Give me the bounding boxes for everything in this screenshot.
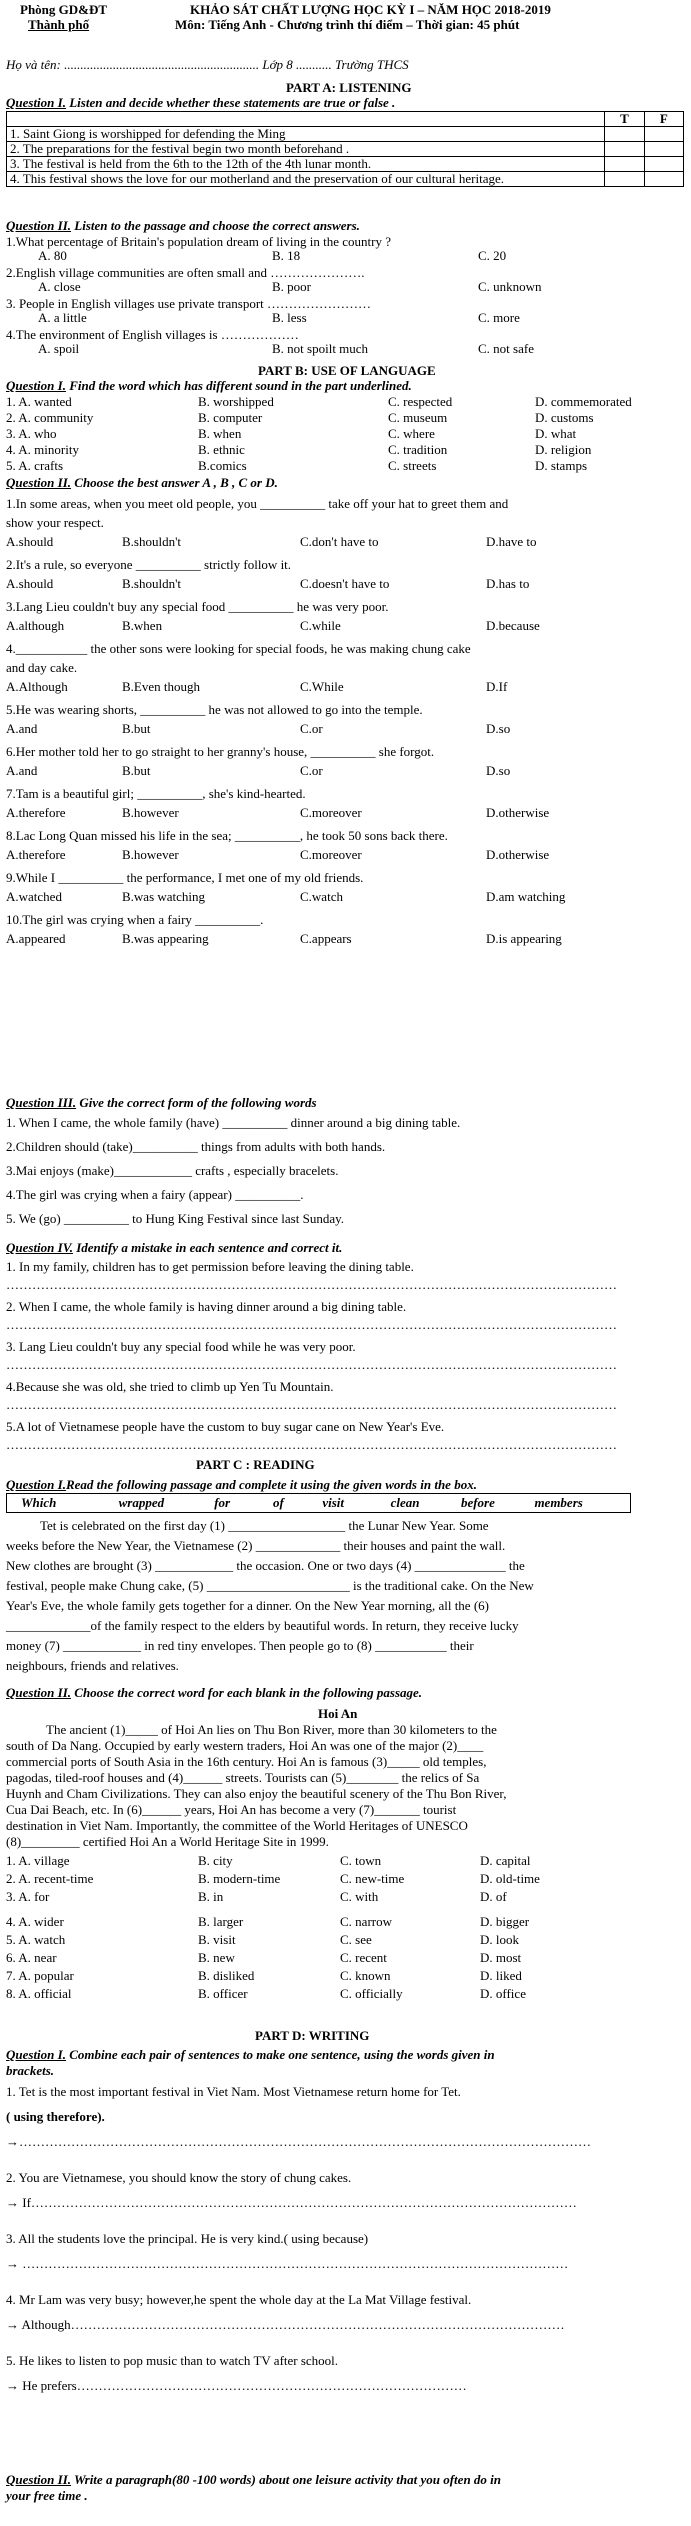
answer-dotted-line: …………………………………………………………………………………………………………………………… xyxy=(6,1357,617,1372)
option-c: C.watch xyxy=(300,889,343,904)
option-c: C.doesn't have to xyxy=(300,576,390,591)
part-c-title: PART C : READING xyxy=(196,1457,315,1472)
option-d: D.am watching xyxy=(486,889,566,904)
exam-subtitle: Môn: Tiếng Anh - Chương trình thí điểm – Thời gian: 45 phút xyxy=(175,17,520,32)
word-option: C. museum xyxy=(388,410,448,425)
option-b: B.when xyxy=(122,618,163,633)
option-d: D.because xyxy=(486,618,540,633)
reading-option: C. known xyxy=(340,1968,391,1983)
reading-option: B. city xyxy=(198,1853,233,1868)
box-word: members xyxy=(534,1495,583,1510)
word-box xyxy=(6,1493,631,1513)
word-form-item: 3.Mai enjoys (make)____________ crafts , especially bracelets. xyxy=(6,1163,339,1178)
option-b: B.shouldn't xyxy=(122,576,182,591)
passage-line: south of Da Nang. Occupied by early western traders, Hoi An was one of the major (2)____ xyxy=(6,1738,484,1753)
answer-cell[interactable] xyxy=(605,172,644,187)
option-b: B.was watching xyxy=(122,889,206,904)
error-item: 2. When I came, the whole family is having dinner around a big dining table. xyxy=(6,1299,407,1314)
passage-line: pagodas, tiled-roof houses and (4)______ streets. Tourists can (5)________ the relics of Sa xyxy=(6,1770,480,1785)
question-text: 9.While I __________ the performance, I met one of my old friends. xyxy=(6,870,364,885)
word-option: D. customs xyxy=(535,410,594,425)
reading-option: D. of xyxy=(480,1889,507,1904)
option-d: D.otherwise xyxy=(486,805,550,820)
col-t-header: T xyxy=(605,112,644,127)
word-form-item: 2.Children should (take)__________ things from adults with both hands. xyxy=(6,1139,386,1154)
part-b-q2-heading: Question II. Choose the best answer A , B , C or D. xyxy=(6,475,278,490)
box-word: for xyxy=(214,1495,231,1510)
part-d-q2-heading-cont: your free time . xyxy=(6,2488,88,2503)
part-a-q1-heading: Question I. Listen and decide whether these statements are true or false . xyxy=(6,95,396,110)
reading-option: C. new-time xyxy=(340,1871,405,1886)
question-text: 3. People in English villages use private transport …………………… xyxy=(6,296,372,311)
option-c: C. 20 xyxy=(478,248,507,263)
reading-option: C. with xyxy=(340,1889,379,1904)
part-d-q1-heading: Question I. Combine each pair of sentences to make one sentence, using the words given in xyxy=(6,2047,495,2062)
box-word: visit xyxy=(322,1495,345,1510)
table-row: 3. The festival is held from the 6th to the 12th of the 4th lunar month. xyxy=(7,157,684,172)
option-d: D.If xyxy=(486,679,508,694)
word-option: 4. A. minority xyxy=(6,442,79,457)
answer-cell[interactable] xyxy=(644,172,683,187)
word-option: C. where xyxy=(388,426,435,441)
exam-title: KHẢO SÁT CHẤT LƯỢNG HỌC KỲ I – NĂM HỌC 2018-2019 xyxy=(190,2,551,17)
word-option: B.comics xyxy=(198,458,247,473)
reading-option: 8. A. official xyxy=(6,1986,72,2001)
reading-option: B. larger xyxy=(198,1914,244,1929)
option-d: D.have to xyxy=(486,534,537,549)
answer-arrow-line: → He prefers……………………………………………………………………………… xyxy=(6,2378,467,2393)
option-a: A.therefore xyxy=(6,847,66,862)
question-text: 8.Lac Long Quan missed his life in the sea; __________, he took 50 sons back there. xyxy=(6,828,448,843)
option-d: D.is appearing xyxy=(486,931,562,946)
box-word: before xyxy=(460,1495,495,1510)
question-text: 7.Tam is a beautiful girl; __________, she's kind-hearted. xyxy=(6,786,306,801)
reading-option: D. office xyxy=(480,1986,526,2001)
combine-sentence: 4. Mr Lam was very busy; however,he spent the whole day at the La Mat Village festival. xyxy=(6,2292,472,2307)
passage-line: Cua Dai Beach, etc. In (6)______ years, Hoi An has become a very (7)_______ tourist xyxy=(6,1802,457,1817)
word-option: C. streets xyxy=(388,458,437,473)
reading-option: D. bigger xyxy=(480,1914,530,1929)
answer-cell[interactable] xyxy=(605,142,644,157)
word-form-item: 4.The girl was crying when a fairy (appear) __________. xyxy=(6,1187,304,1202)
passage-line: Tet is celebrated on the first day (1) __________________ the Lunar New Year. Some xyxy=(40,1518,489,1533)
answer-cell[interactable] xyxy=(644,142,683,157)
city-name: Thành phố xyxy=(28,17,90,32)
passage-line: festival, people make Chung cake, (5) ______________________ is the traditional cake. On the New xyxy=(6,1578,534,1593)
option-b: B.shouldn't xyxy=(122,534,182,549)
box-word: Which xyxy=(21,1495,57,1510)
word-option: D. what xyxy=(535,426,577,441)
option-a: A.appeared xyxy=(6,931,66,946)
passage-line: weeks before the New Year, the Vietnamese (2) _____________ their houses and paint the wall. xyxy=(6,1538,506,1553)
option-b: B.however xyxy=(122,805,179,820)
part-c-q2-heading: Question II. Choose the correct word for each blank in the following passage. xyxy=(6,1685,423,1700)
option-a: A.although xyxy=(6,618,65,633)
part-d-q2-heading: Question II. Write a paragraph(80 -100 words) about one leisure activity that you often do in xyxy=(6,2472,502,2487)
part-a-title: PART A: LISTENING xyxy=(286,80,412,95)
part-d-title: PART D: WRITING xyxy=(255,2028,370,2043)
error-item: 3. Lang Lieu couldn't buy any special food while he was very poor. xyxy=(6,1339,356,1354)
passage-line: _____________of the family respect to the elders by beautiful words. In return, they receive lucky xyxy=(6,1618,519,1633)
word-option: D. religion xyxy=(535,442,592,457)
reading-option: 1. A. village xyxy=(6,1853,70,1868)
word-option: 1. A. wanted xyxy=(6,394,72,409)
answer-arrow-line: → Although…………………………………………………………………………………………………… xyxy=(6,2317,565,2332)
option-c: C. unknown xyxy=(478,279,542,294)
passage-line: (8)_________ certified Hoi An a World Heritage Site in 1999. xyxy=(6,1834,329,1849)
reading-option: D. liked xyxy=(480,1968,522,1983)
option-a: A.and xyxy=(6,721,38,736)
error-item: 1. In my family, children has to get permission before leaving the dining table. xyxy=(6,1259,414,1274)
reading-option: B. disliked xyxy=(198,1968,255,1983)
option-b: B.however xyxy=(122,847,179,862)
answer-arrow-line: → ……………………………………………………………………………………………………………… xyxy=(6,2256,569,2271)
answer-dotted-line: …………………………………………………………………………………………………………………………… xyxy=(6,1277,617,1292)
option-d: D.so xyxy=(486,763,511,778)
word-option: C. respected xyxy=(388,394,453,409)
combine-sentence: 1. Tet is the most important festival in Viet Nam. Most Vietnamese return home for Tet. xyxy=(6,2084,461,2099)
option-a: A. a little xyxy=(38,310,87,325)
option-c: C.moreover xyxy=(300,847,362,862)
reading-option: 3. A. for xyxy=(6,1889,50,1904)
word-option: B. worshipped xyxy=(198,394,274,409)
table-row: 1. Saint Giong is worshipped for defending the Ming xyxy=(7,127,684,142)
reading-option: C. town xyxy=(340,1853,382,1868)
answer-arrow-line: →…………………………………………………………………………………………………………………… xyxy=(6,2134,591,2149)
passage-line: money (7) ____________ in red tiny envelopes. Then people go to (8) ___________ their xyxy=(6,1638,474,1653)
option-b: B.Even though xyxy=(122,679,200,694)
question-text: 3.Lang Lieu couldn't buy any special food __________ he was very poor. xyxy=(6,599,389,614)
option-c: C.while xyxy=(300,618,341,633)
combine-sentence: 3. All the students love the principal. He is very kind.( using because) xyxy=(6,2231,369,2246)
question-text: 4.___________ the other sons were looking for special foods, he was making chung cake xyxy=(6,641,471,656)
dept-name: Phòng GD&ĐT xyxy=(20,2,108,17)
reading-option: 2. A. recent-time xyxy=(6,1871,94,1886)
option-b: B. not spoilt much xyxy=(272,341,369,356)
word-option: 2. A. community xyxy=(6,410,94,425)
option-c: C. not safe xyxy=(478,341,534,356)
option-a: A.Although xyxy=(6,679,68,694)
reading-option: 5. A. watch xyxy=(6,1932,66,1947)
option-b: B.was appearing xyxy=(122,931,209,946)
option-a: A. close xyxy=(38,279,81,294)
box-word: clean xyxy=(390,1495,420,1510)
reading-option: B. new xyxy=(198,1950,235,1965)
answer-cell[interactable] xyxy=(644,127,683,142)
answer-cell[interactable] xyxy=(644,157,683,172)
passage-line: Year's Eve, the whole family gets together for a dinner. On the New Year morning, all the (6) xyxy=(6,1598,489,1613)
reading-option: 7. A. popular xyxy=(6,1968,74,1983)
question-text: 2.English village communities are often small and …………………. xyxy=(6,265,365,280)
option-c: C.or xyxy=(300,763,323,778)
option-c: C.While xyxy=(300,679,344,694)
error-item: 4.Because she was old, she tried to climb up Yen Tu Mountain. xyxy=(6,1379,334,1394)
option-a: A. spoil xyxy=(38,341,80,356)
option-c: C.moreover xyxy=(300,805,362,820)
question-text: 1.In some areas, when you meet old people, you __________ take off your hat to greet them and xyxy=(6,496,509,511)
option-a: A.watched xyxy=(6,889,62,904)
question-text: 4.The environment of English villages is ……………… xyxy=(6,327,299,342)
reading-option: C. see xyxy=(340,1932,372,1947)
option-b: B. poor xyxy=(272,279,311,294)
passage-line: destination in Viet Nam. Importantly, the committee of the World Heritages of UNESCO xyxy=(6,1818,468,1833)
word-option: 5. A. crafts xyxy=(6,458,64,473)
reading-option: 4. A. wider xyxy=(6,1914,64,1929)
part-b-q3-heading: Question III. Give the correct form of the following words xyxy=(6,1095,317,1110)
passage-line: New clothes are brought (3) ____________ the occasion. One or two days (4) ______________ the xyxy=(6,1558,525,1573)
reading-option: B. visit xyxy=(198,1932,236,1947)
question-text: 6.Her mother told her to go straight to her granny's house, __________ she forgot. xyxy=(6,744,435,759)
answer-dotted-line: …………………………………………………………………………………………………………………………… xyxy=(6,1317,617,1332)
box-word: of xyxy=(273,1495,284,1510)
word-option: 3. A. who xyxy=(6,426,57,441)
question-text: 2.It's a rule, so everyone __________ strictly follow it. xyxy=(6,557,292,572)
combine-sentence: 2. You are Vietnamese, you should know the story of chung cakes. xyxy=(6,2170,352,2185)
passage-line: neighbours, friends and relatives. xyxy=(6,1658,179,1673)
option-a: A.should xyxy=(6,534,54,549)
passage-line: commercial ports of South Asia in the 16th century. Hoi An is famous (3)_____ old temples, xyxy=(6,1754,487,1769)
student-info: Họ và tên: ............................................................ Lớp 8 ........... Trường THCS xyxy=(6,57,409,72)
part-b-title: PART B: USE OF LANGUAGE xyxy=(258,363,436,378)
option-a: A.and xyxy=(6,763,38,778)
reading-option: C. narrow xyxy=(340,1914,392,1929)
col-f-header: F xyxy=(644,112,683,127)
true-false-table xyxy=(6,111,684,187)
reading-option: D. look xyxy=(480,1932,519,1947)
reading-option: 6. A. near xyxy=(6,1950,57,1965)
answer-dotted-line: …………………………………………………………………………………………………………………………… xyxy=(6,1437,617,1452)
reading-option: D. most xyxy=(480,1950,522,1965)
answer-arrow-line: → If……………………………………………………………………………………………………………… xyxy=(6,2195,577,2210)
answer-cell[interactable] xyxy=(605,157,644,172)
combine-hint: ( using therefore). xyxy=(6,2109,105,2124)
option-a: A.should xyxy=(6,576,54,591)
error-item: 5.A lot of Vietnamese people have the custom to buy sugar cane on New Year's Eve. xyxy=(6,1419,445,1434)
option-b: B.but xyxy=(122,721,151,736)
option-d: D.so xyxy=(486,721,511,736)
option-c: C. more xyxy=(478,310,520,325)
passage-line: The ancient (1)_____ of Hoi An lies on Thu Bon River, more than 30 kilometers to the xyxy=(46,1722,497,1737)
reading-option: B. modern-time xyxy=(198,1871,281,1886)
word-option: D. stamps xyxy=(535,458,587,473)
table-row: 4. This festival shows the love for our motherland and the preservation of our cultural heritage. xyxy=(7,172,684,187)
answer-dotted-line: …………………………………………………………………………………………………………………………… xyxy=(6,1397,617,1412)
answer-cell[interactable] xyxy=(605,127,644,142)
word-option: B. when xyxy=(198,426,242,441)
option-a: A. 80 xyxy=(38,248,67,263)
word-form-item: 5. We (go) __________ to Hung King Festival since last Sunday. xyxy=(6,1211,345,1226)
option-c: C.appears xyxy=(300,931,352,946)
question-text: 1.What percentage of Britain's population dream of living in the country ? xyxy=(6,234,392,249)
option-b: B. 18 xyxy=(272,248,301,263)
reading-option: C. officially xyxy=(340,1986,403,2001)
word-option: C. tradition xyxy=(388,442,448,457)
reading-option: D. capital xyxy=(480,1853,531,1868)
part-c-q1-heading: Question I.Read the following passage and complete it using the given words in the box. xyxy=(6,1477,477,1492)
passage-title: Hoi An xyxy=(318,1706,358,1721)
part-d-q1-heading-cont: brackets. xyxy=(6,2063,55,2078)
combine-sentence: 5. He likes to listen to pop music than to watch TV after school. xyxy=(6,2353,339,2368)
option-a: A.therefore xyxy=(6,805,66,820)
box-word: wrapped xyxy=(118,1495,165,1510)
question-text-cont: and day cake. xyxy=(6,660,78,675)
question-text: 5.He was wearing shorts, __________ he was not allowed to go into the temple. xyxy=(6,702,423,717)
option-d: D.has to xyxy=(486,576,530,591)
question-text: 10.The girl was crying when a fairy __________. xyxy=(6,912,264,927)
reading-option: C. recent xyxy=(340,1950,387,1965)
word-form-item: 1. When I came, the whole family (have) __________ dinner around a big dining table. xyxy=(6,1115,461,1130)
reading-option: D. old-time xyxy=(480,1871,540,1886)
option-c: C.or xyxy=(300,721,323,736)
question-text-cont: show your respect. xyxy=(6,515,104,530)
reading-option: B. officer xyxy=(198,1986,248,2001)
option-d: D.otherwise xyxy=(486,847,550,862)
word-option: B. ethnic xyxy=(198,442,245,457)
option-b: B.but xyxy=(122,763,151,778)
word-option: B. computer xyxy=(198,410,263,425)
table-row: 2. The preparations for the festival begin two month beforehand . xyxy=(7,142,684,157)
word-option: D. commemorated xyxy=(535,394,632,409)
part-b-q4-heading: Question IV. Identify a mistake in each sentence and correct it. xyxy=(6,1240,343,1255)
reading-option: B. in xyxy=(198,1889,224,1904)
option-b: B. less xyxy=(272,310,307,325)
option-c: C.don't have to xyxy=(300,534,379,549)
part-b-q1-heading: Question I. Find the word which has different sound in the part underlined. xyxy=(6,378,412,393)
passage-line: Huynh and Cham Civilizations. They can also enjoy the beautiful scenery of the Thu Bon River, xyxy=(6,1786,507,1801)
part-a-q2-heading: Question II. Listen to the passage and choose the correct answers. xyxy=(6,218,360,233)
